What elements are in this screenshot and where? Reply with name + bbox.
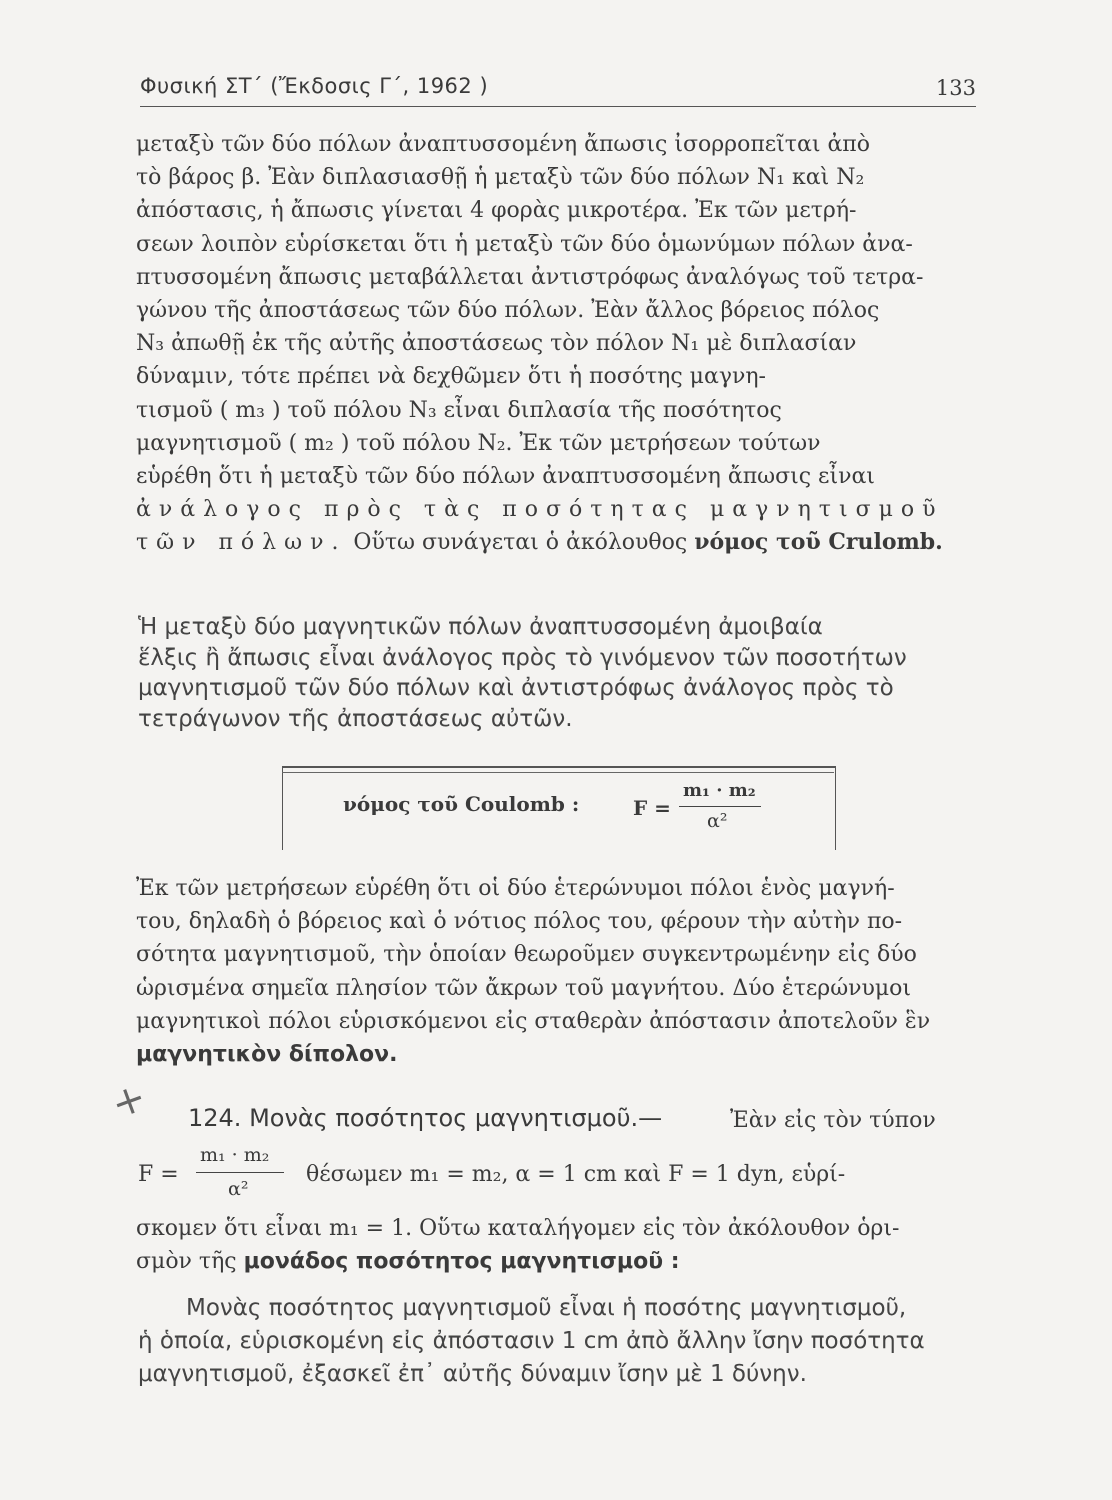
text-line: δύναμιν, τότε πρέπει νὰ δεχθῶμεν ὅτι ἡ ποσότης μαγνη- <box>136 364 766 390</box>
unit-definition <box>138 1292 976 1391</box>
definition-line: ἡ ὁποία, εὑρισκομένη εἰς ἀπόστασιν 1 cm ἀπὸ ἄλλην ἴσην ποσότητα <box>138 1328 925 1354</box>
page-header <box>140 70 976 107</box>
definition-line: μαγνητισμοῦ, ἐξασκεῖ ἐπ᾽ αὐτῆς δύναμιν ἴσην μὲ 1 δύνην. <box>138 1361 807 1387</box>
inline-text: σμὸν τῆς <box>136 1249 244 1275</box>
text-line: εὑρέθη ὅτι ἡ μεταξὺ τῶν δύο πόλων ἀναπτυσσομένη ἄπωσις εἶναι <box>136 464 875 490</box>
text-line: τὸ βάρος β. Ἐὰν διπλασιασθῇ ἡ μεταξὺ τῶν δύο πόλων N₁ καὶ N₂ <box>136 165 865 191</box>
text-line: μαγνητικοὶ πόλοι εὑρισκόμενοι εἰς σταθερὰν ἀπόστασιν ἀποτελοῦν ἓν <box>136 1008 931 1034</box>
law-line: ἕλξις ἢ ἄπωσις εἶναι ἀνάλογος πρὸς τὸ γινόμενον τῶν ποσοτήτων <box>138 644 907 671</box>
running-title: Φυσική ΣΤ΄ (Ἔκδοσις Γ΄, 1962 ) <box>140 74 489 98</box>
text-line <box>136 1245 978 1278</box>
paragraph-coulomb-experiment <box>136 128 978 560</box>
text-line: τισμοῦ ( m₃ ) τοῦ πόλου N₃ εἶναι διπλασία τῆς ποσότητος <box>136 397 782 423</box>
definition-line: Μονὰς ποσότητος μαγνητισμοῦ εἶναι ἡ ποσότης μαγνητισμοῦ, <box>186 1295 907 1321</box>
formula-denominator: α² <box>228 1178 249 1200</box>
text-line: πτυσσομένη ἄπωσις μεταβάλλεται ἀντιστρόφως ἀναλόγως τοῦ τετρα- <box>136 264 924 290</box>
formula-lhs: F = <box>633 796 671 820</box>
text-line: μεταξὺ τῶν δύο πόλων ἀναπτυσσομένη ἄπωσις ἰσορροπεῖται ἀπὸ <box>136 132 871 157</box>
text-line: σότητα μαγνητισμοῦ, τὴν ὁποίαν θεωροῦμεν συγκεντρωμένην εἰς δύο <box>136 942 917 968</box>
section-heading-continuation: Ἐὰν εἰς τὸν τύπον <box>730 1108 936 1133</box>
inline-text: Οὕτω συνάγεται ὁ ἀκόλουθος <box>346 530 695 556</box>
text-line: ἀπόστασις, ἡ ἄπωσις γίνεται 4 φορὰς μικροτέρα. Ἐκ τῶν μετρή- <box>136 198 857 224</box>
coulomb-formula-box <box>282 766 836 850</box>
law-line: τετράγωνον τῆς ἀποστάσεως αὐτῶν. <box>138 705 573 732</box>
page-number: 133 <box>935 76 976 100</box>
pencil-mark: + <box>105 1073 153 1129</box>
formula-numerator: m₁ · m₂ <box>683 780 756 801</box>
law-line: Ἡ μεταξὺ δύο μαγνητικῶν πόλων ἀναπτυσσομένη ἀμοιβαία <box>138 614 823 640</box>
dipole-term-bold: μαγνητικὸν δίπολον. <box>136 1042 398 1068</box>
law-name-bold: νόμος τοῦ Crulomb. <box>694 529 943 556</box>
fraction-bar <box>679 806 761 807</box>
text-line: γώνου τῆς ἀποστάσεως τῶν δύο πόλων. Ἐὰν ἄλλος βόρειος πόλος <box>136 298 880 324</box>
text-line: σεων λοιπὸν εὑρίσκεται ὅτι ἡ μεταξὺ τῶν δύο ὁμωνύμων πόλων ἀνα- <box>136 231 913 257</box>
text-line: Ἐκ τῶν μετρήσεων εὑρέθη ὅτι οἱ δύο ἑτερώνυμοι πόλοι ἑνὸς μαγνή- <box>136 876 895 901</box>
text-line: N₃ ἀπωθῇ ἐκ τῆς αὐτῆς ἀποστάσεως τὸν πόλον N₁ μὲ διπλασίαν <box>136 331 857 357</box>
law-statement <box>138 612 976 734</box>
unit-term-bold: μονάδος ποσότητος μαγνητισμοῦ : <box>243 1249 680 1275</box>
box-double-rule <box>282 772 834 773</box>
spaced-text: τῶν πόλων. <box>136 530 347 556</box>
formula-lhs: F = <box>138 1162 179 1187</box>
section-heading: 124. Μονὰς ποσότητος μαγνητισμοῦ.— <box>188 1104 663 1132</box>
text-line <box>136 526 978 559</box>
law-line: μαγνητισμοῦ τῶν δύο πόλων καὶ ἀντιστρόφως ἀνάλογος πρὸς τὸ <box>138 675 894 701</box>
formula-text: θέσωμεν m₁ = m₂, α = 1 cm καὶ F = 1 dyn, εὑρί- <box>306 1162 846 1187</box>
text-line: ὡρισμένα σημεῖα πλησίον τῶν ἄκρων τοῦ μαγνήτου. Δύο ἑτερώνυμοι <box>136 975 912 1001</box>
section-body <box>136 1212 978 1278</box>
formula-numerator: m₁ · m₂ <box>200 1144 270 1166</box>
text-line: μαγνητισμοῦ ( m₂ ) τοῦ πόλου N₂. Ἐκ τῶν μετρήσεων τούτων <box>136 430 821 456</box>
text-line: του, δηλαδὴ ὁ βόρειος καὶ ὁ νότιος πόλος του, φέρουν τὴν αὐτὴν πο- <box>136 909 903 935</box>
fraction-bar <box>196 1172 284 1173</box>
text-line: σκομεν ὅτι εἶναι m₁ = 1. Οὕτω καταλήγομεν εἰς τὸν ἀκόλουθον ὁρι- <box>136 1216 900 1241</box>
text-line-spaced: ἀνάλογος πρὸς τὰς ποσότητας μαγνητισμοῦ <box>136 497 944 523</box>
formula-label: νόμος τοῦ Coulomb : <box>343 792 580 816</box>
formula-denominator: α² <box>707 810 728 832</box>
paragraph-dipole <box>136 872 978 1071</box>
